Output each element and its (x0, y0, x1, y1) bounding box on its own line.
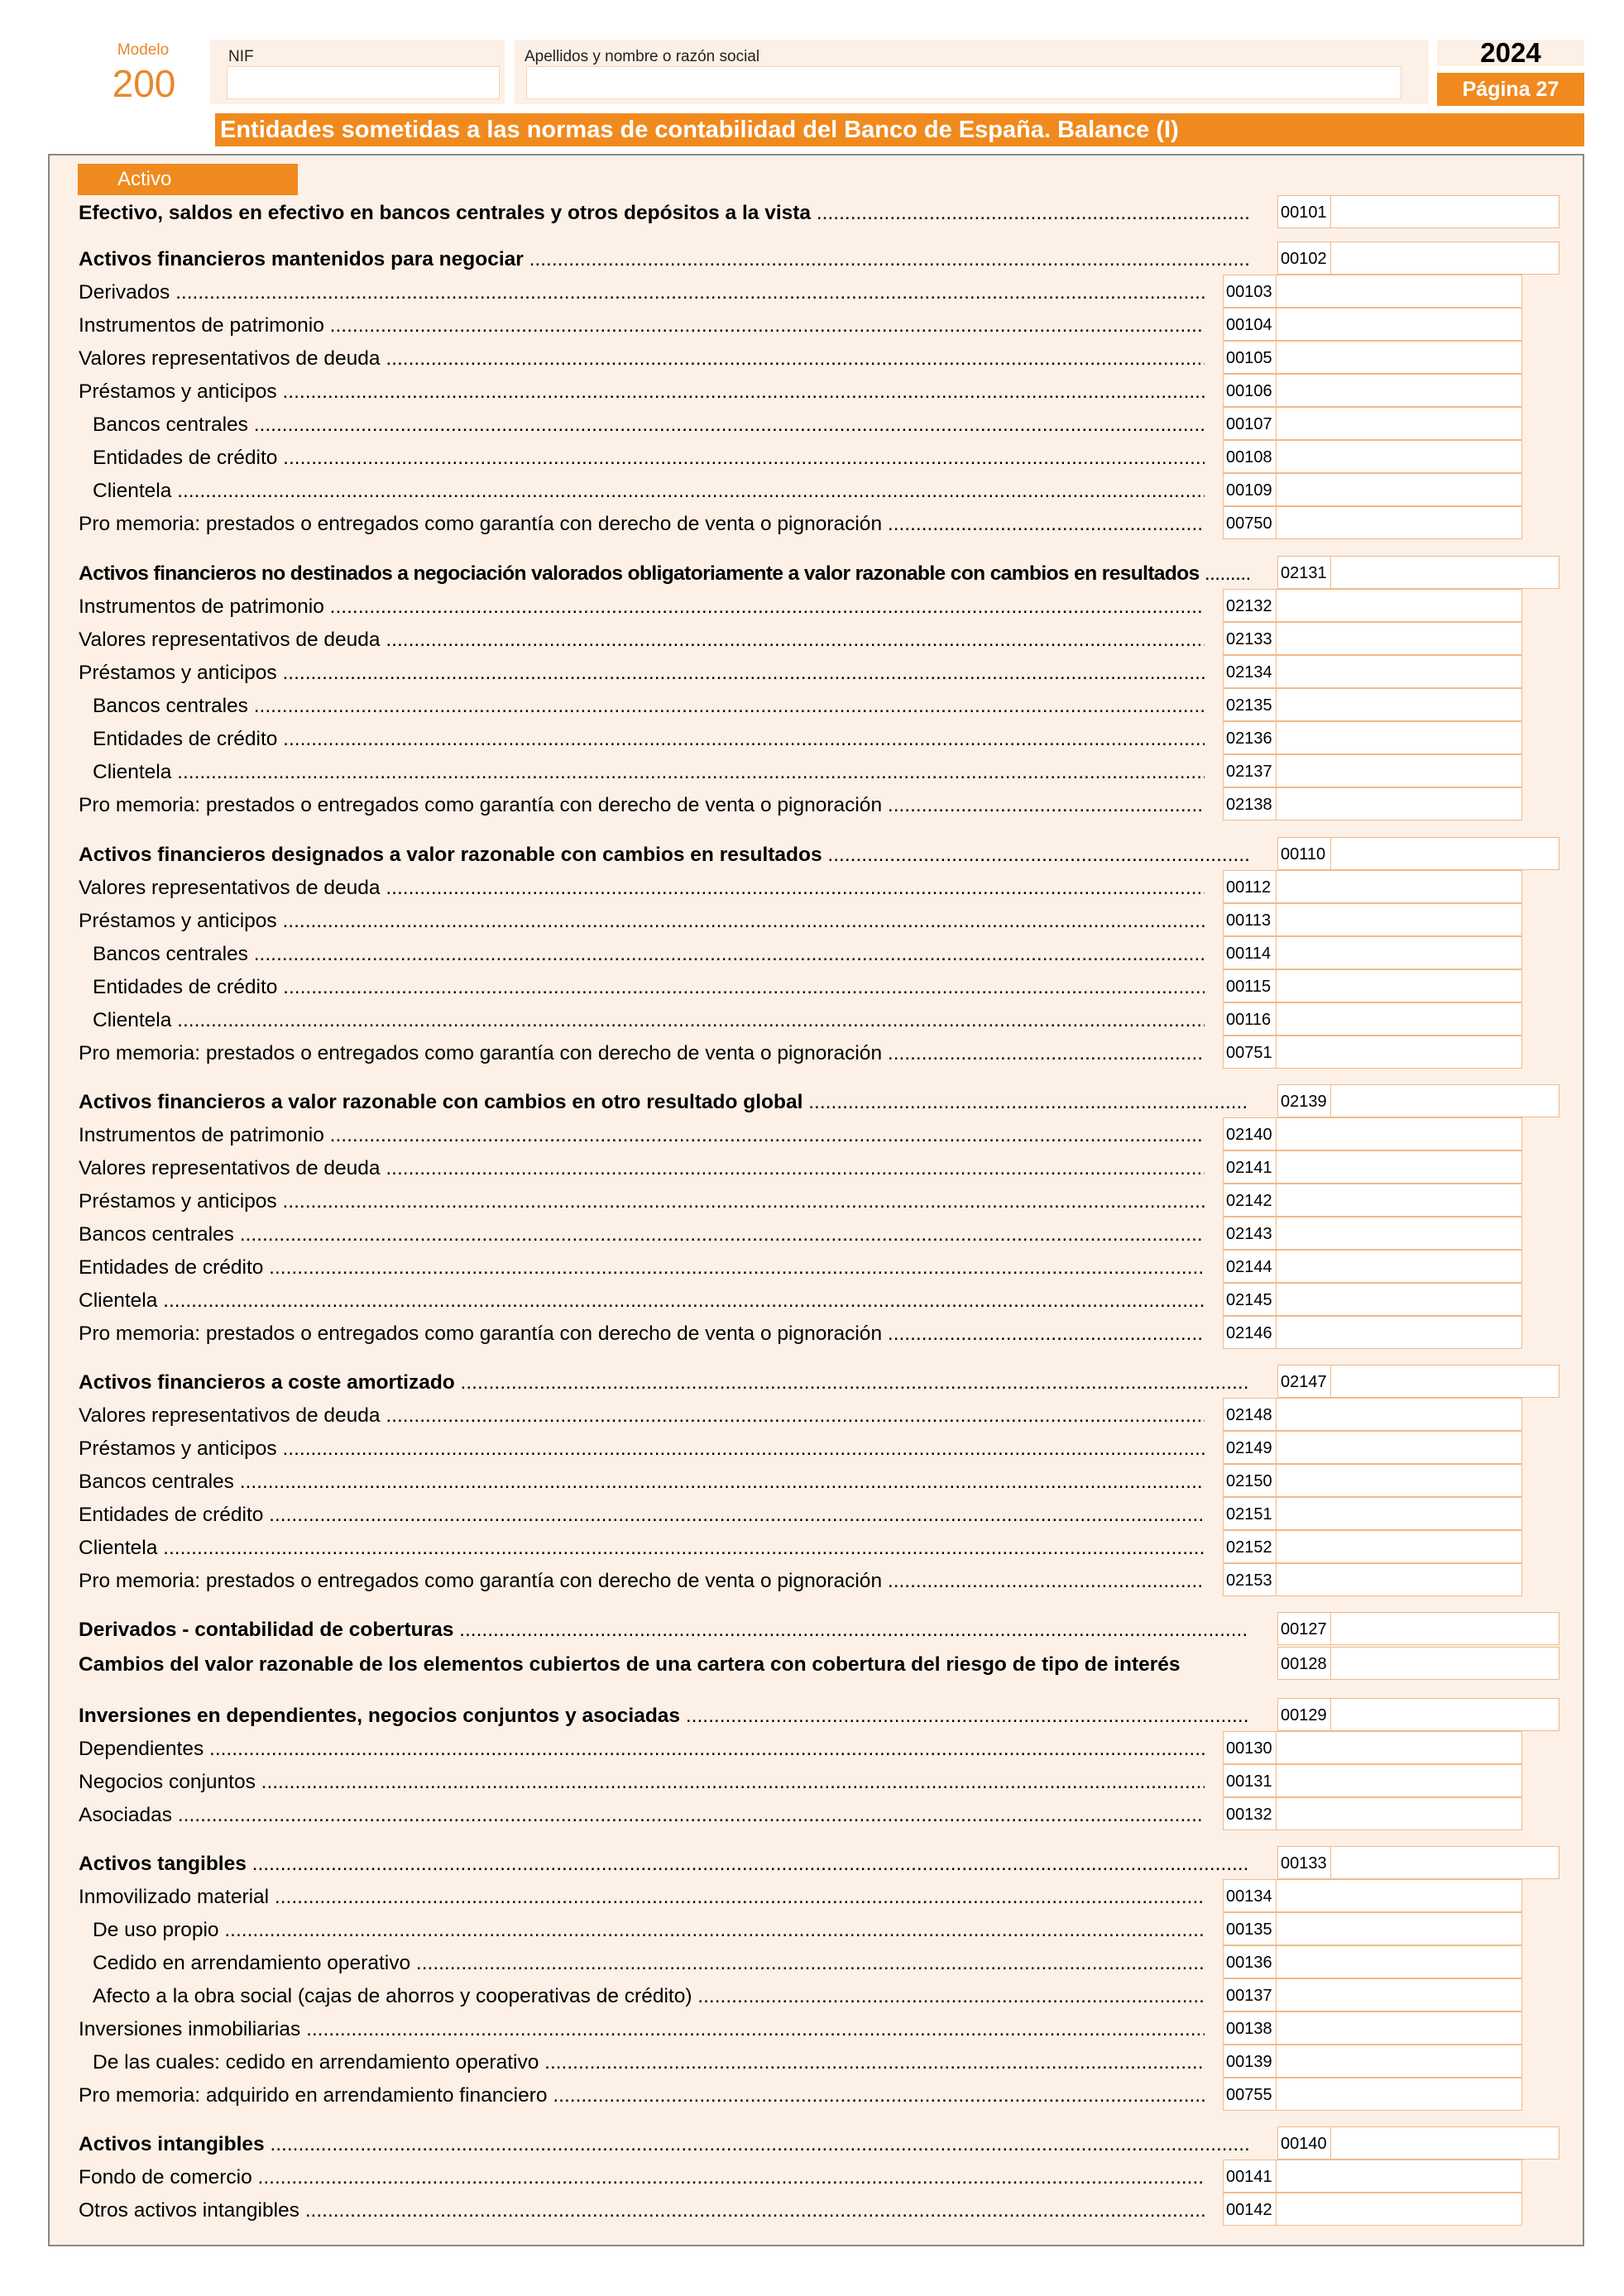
form-row (79, 506, 1205, 539)
amount-field[interactable] (1277, 837, 1559, 870)
box-code: 00104 (1224, 309, 1277, 340)
amount-field[interactable] (1223, 407, 1522, 440)
row-label: De uso propio ..... (79, 1918, 1205, 1945)
row-label: Derivados ..... (79, 280, 1205, 308)
form-row (79, 1612, 1249, 1645)
amount-field[interactable] (1223, 1945, 1522, 1978)
amount-field[interactable] (1223, 655, 1522, 688)
amount-field[interactable] (1277, 1647, 1559, 1680)
row-label: Clientela ..... (79, 479, 1205, 506)
box-code: 00130 (1224, 1732, 1277, 1763)
row-label: Activos intangibles ..... (79, 2132, 1249, 2160)
amount-field[interactable] (1223, 903, 1522, 936)
form-row (79, 1764, 1205, 1797)
row-label: Clientela ..... (79, 1536, 1205, 1563)
amount-field[interactable] (1223, 2193, 1522, 2226)
form-row (79, 1731, 1205, 1764)
box-code: 00138 (1224, 2012, 1277, 2044)
form-row (79, 1365, 1249, 1398)
nif-input[interactable] (227, 66, 500, 99)
box-code: 02133 (1224, 623, 1277, 654)
form-row (79, 1978, 1205, 2011)
box-code: 00128 (1278, 1648, 1331, 1679)
row-label: Asociadas ..... (79, 1803, 1205, 1830)
box-code: 02136 (1224, 722, 1277, 753)
form-row (79, 2011, 1205, 2045)
form-row (79, 589, 1205, 622)
form-row (79, 2078, 1205, 2111)
page-title: Entidades sometidas a las normas de contabilidad del Banco de España. Balance (I) (215, 113, 1584, 146)
form-row (79, 1464, 1205, 1497)
amount-field[interactable] (1223, 440, 1522, 473)
row-label: Negocios conjuntos ..... (79, 1770, 1205, 1797)
form-row (79, 1647, 1274, 1680)
amount-field[interactable] (1223, 1398, 1522, 1431)
amount-field[interactable] (1223, 787, 1522, 820)
box-code: 00139 (1224, 2045, 1277, 2077)
form-row (79, 1084, 1249, 1117)
form-row (79, 903, 1205, 936)
box-code: 02143 (1224, 1217, 1277, 1249)
box-code: 00106 (1224, 375, 1277, 406)
box-code: 00107 (1224, 408, 1277, 439)
row-label: Activos tangibles ..... (79, 1852, 1249, 1879)
form-row (79, 1563, 1205, 1596)
box-code: 00135 (1224, 1913, 1277, 1944)
amount-field[interactable] (1223, 936, 1522, 969)
form-row (79, 1283, 1205, 1316)
box-code: 00101 (1278, 196, 1331, 227)
box-code: 00755 (1224, 2078, 1277, 2110)
row-label: Entidades de crédito ..... (79, 1503, 1205, 1530)
form-row (79, 969, 1205, 1002)
row-label: Otros activos intangibles ..... (79, 2198, 1205, 2226)
row-label: Valores representativos de deuda ..... (79, 347, 1205, 374)
form-row (79, 1398, 1205, 1431)
row-label: Entidades de crédito ..... (79, 1256, 1205, 1283)
amount-field[interactable] (1223, 2160, 1522, 2193)
row-label: Entidades de crédito ..... (79, 727, 1205, 754)
form-row (79, 622, 1205, 655)
amount-field[interactable] (1223, 622, 1522, 655)
amount-field[interactable] (1277, 1846, 1559, 1879)
amount-field[interactable] (1277, 1365, 1559, 1398)
row-label: Instrumentos de patrimonio ..... (79, 1123, 1205, 1150)
box-code: 02148 (1224, 1399, 1277, 1430)
amount-field[interactable] (1223, 870, 1522, 903)
amount-field[interactable] (1223, 1117, 1522, 1150)
form-row (79, 1698, 1249, 1731)
row-label: Préstamos y anticipos ..... (79, 661, 1205, 688)
amount-field[interactable] (1223, 1283, 1522, 1316)
form-row (79, 374, 1205, 407)
nif-label: NIF (228, 48, 254, 65)
row-label: Clientela ..... (79, 1008, 1205, 1036)
box-code: 00102 (1278, 242, 1331, 274)
box-code: 00134 (1224, 1880, 1277, 1911)
box-code: 02149 (1224, 1432, 1277, 1463)
box-code: 00142 (1224, 2193, 1277, 2225)
row-label: Pro memoria: prestados o entregados como garantía con derecho de venta o pignoración ..... (79, 1041, 1205, 1069)
form-row (79, 1217, 1205, 1250)
form-row (79, 473, 1205, 506)
form-row (79, 341, 1205, 374)
form-row (79, 721, 1205, 754)
row-label: Bancos centrales ..... (79, 694, 1205, 721)
row-label: Activos financieros a coste amortizado ..... (79, 1370, 1249, 1398)
amount-field[interactable] (1223, 1150, 1522, 1184)
amount-field[interactable] (1223, 275, 1522, 308)
form-row (79, 1945, 1205, 1978)
box-code: 00103 (1224, 275, 1277, 307)
amount-field[interactable] (1223, 1217, 1522, 1250)
row-label: De las cuales: cedido en arrendamiento operativo ..... (79, 2050, 1205, 2078)
amount-field[interactable] (1223, 2045, 1522, 2078)
box-code: 02146 (1224, 1317, 1277, 1348)
form-row (79, 1912, 1205, 1945)
amount-field[interactable] (1223, 721, 1522, 754)
amount-field[interactable] (1277, 242, 1559, 275)
form-row (79, 1250, 1205, 1283)
amount-field[interactable] (1223, 754, 1522, 787)
box-code: 02141 (1224, 1151, 1277, 1183)
box-code: 02145 (1224, 1284, 1277, 1315)
box-code: 02153 (1224, 1564, 1277, 1595)
row-label: Valores representativos de deuda ..... (79, 1156, 1205, 1184)
row-label: Préstamos y anticipos ..... (79, 909, 1205, 936)
row-label: Bancos centrales ..... (79, 942, 1205, 969)
form-row (79, 440, 1205, 473)
form-row (79, 2160, 1205, 2193)
amount-field[interactable] (1277, 556, 1559, 589)
form-row (79, 754, 1205, 787)
box-code: 00108 (1224, 441, 1277, 472)
amount-field[interactable] (1223, 1978, 1522, 2011)
box-code: 02131 (1278, 557, 1331, 588)
row-label: Préstamos y anticipos ..... (79, 380, 1205, 407)
amount-field[interactable] (1223, 2078, 1522, 2111)
form-row (79, 2045, 1205, 2078)
row-label: Cambios del valor razonable de los elementos cubiertos de una cartera con cobertura del riesgo de tipo de interés (79, 1653, 1181, 1676)
box-code: 02137 (1224, 755, 1277, 787)
row-label: Cedido en arrendamiento operativo ..... (79, 1951, 1205, 1978)
row-label: Activos financieros mantenidos para negociar ..... (79, 247, 1249, 275)
row-label: Valores representativos de deuda ..... (79, 1404, 1205, 1431)
row-label: Derivados - contabilidad de coberturas ..... (79, 1618, 1249, 1645)
box-code: 00131 (1224, 1765, 1277, 1796)
box-code: 02132 (1224, 590, 1277, 621)
form-row (79, 1497, 1205, 1530)
row-label: Pro memoria: prestados o entregados como garantía con derecho de venta o pignoración ..... (79, 1322, 1205, 1349)
row-label: Instrumentos de patrimonio ..... (79, 313, 1205, 341)
form-row (79, 1879, 1205, 1912)
form-row (79, 936, 1205, 969)
form-row (79, 1150, 1205, 1184)
form-row (79, 1530, 1205, 1563)
amount-field[interactable] (1223, 969, 1522, 1002)
row-label: Activos financieros a valor razonable con cambios en otro resultado global ..... (79, 1090, 1249, 1117)
box-code: 00110 (1278, 838, 1331, 869)
row-label: Bancos centrales ..... (79, 413, 1205, 440)
form-row (79, 787, 1205, 820)
box-code: 00116 (1224, 1003, 1277, 1035)
row-label: Préstamos y anticipos ..... (79, 1189, 1205, 1217)
row-label: Clientela ..... (79, 760, 1205, 787)
box-code: 00132 (1224, 1798, 1277, 1830)
box-code: 02134 (1224, 656, 1277, 687)
amount-field[interactable] (1223, 1912, 1522, 1945)
amount-field[interactable] (1277, 195, 1559, 228)
box-code: 02150 (1224, 1465, 1277, 1496)
row-label: Pro memoria: prestados o entregados como garantía con derecho de venta o pignoración ..... (79, 793, 1205, 820)
amount-field[interactable] (1223, 1002, 1522, 1036)
row-label: Efectivo, saldos en efectivo en bancos centrales y otros depósitos a la vista ..... (79, 201, 1249, 228)
modelo-label: Modelo (117, 41, 170, 59)
box-code: 00140 (1278, 2127, 1331, 2159)
amount-field[interactable] (1223, 1250, 1522, 1283)
box-code: 02138 (1224, 788, 1277, 820)
amount-field[interactable] (1223, 1036, 1522, 1069)
box-code: 00127 (1278, 1613, 1331, 1644)
box-code: 02142 (1224, 1184, 1277, 1216)
amount-field[interactable] (1277, 1612, 1559, 1645)
amount-field[interactable] (1223, 506, 1522, 539)
form-row (79, 242, 1249, 275)
form-row (79, 1316, 1205, 1349)
amount-field[interactable] (1277, 2126, 1559, 2160)
box-code: 00750 (1224, 507, 1277, 538)
row-label: Préstamos y anticipos ..... (79, 1437, 1205, 1464)
box-code: 02135 (1224, 689, 1277, 720)
row-label: Instrumentos de patrimonio ..... (79, 595, 1205, 622)
box-code: 00115 (1224, 970, 1277, 1002)
box-code: 00141 (1224, 2160, 1277, 2192)
form-row (79, 655, 1205, 688)
row-label: Inmovilizado material ..... (79, 1885, 1205, 1912)
amount-field[interactable] (1223, 1316, 1522, 1349)
amount-field[interactable] (1223, 1530, 1522, 1563)
form-row (79, 556, 1249, 589)
form-row (79, 195, 1249, 228)
box-code: 00109 (1224, 474, 1277, 505)
name-label: Apellidos y nombre o razón social (525, 48, 760, 65)
amount-field[interactable] (1223, 589, 1522, 622)
row-label: Valores representativos de deuda ..... (79, 876, 1205, 903)
amount-field[interactable] (1223, 374, 1522, 407)
form-row (79, 308, 1205, 341)
amount-field[interactable] (1223, 1797, 1522, 1830)
row-label: Bancos centrales ..... (79, 1470, 1205, 1497)
box-code: 00133 (1278, 1847, 1331, 1878)
modelo-number: 200 (112, 62, 176, 105)
amount-field[interactable] (1223, 1431, 1522, 1464)
form-row (79, 1431, 1205, 1464)
form-row (79, 837, 1249, 870)
box-code: 00105 (1224, 342, 1277, 373)
box-code: 02139 (1278, 1085, 1331, 1117)
form-row (79, 1002, 1205, 1036)
box-code: 00136 (1224, 1946, 1277, 1978)
row-label: Dependientes ..... (79, 1737, 1205, 1764)
box-code: 02140 (1224, 1118, 1277, 1150)
form-row (79, 1036, 1205, 1069)
box-code: 00137 (1224, 1979, 1277, 2011)
form-row (79, 2193, 1205, 2226)
form-row (79, 275, 1205, 308)
box-code: 00112 (1224, 871, 1277, 902)
box-code: 02151 (1224, 1498, 1277, 1529)
amount-field[interactable] (1223, 473, 1522, 506)
amount-field[interactable] (1223, 2011, 1522, 2045)
amount-field[interactable] (1223, 1497, 1522, 1530)
row-label: Inversiones en dependientes, negocios conjuntos y asociadas ..... (79, 1704, 1249, 1731)
amount-field[interactable] (1223, 341, 1522, 374)
amount-field[interactable] (1223, 1563, 1522, 1596)
box-code: 00129 (1278, 1699, 1331, 1730)
row-label: Valores representativos de deuda ..... (79, 628, 1205, 655)
form-row (79, 1797, 1205, 1830)
amount-field[interactable] (1223, 308, 1522, 341)
form-row (79, 1117, 1205, 1150)
amount-field[interactable] (1223, 1879, 1522, 1912)
box-code: 00751 (1224, 1036, 1277, 1068)
page-number: Página 27 (1437, 73, 1584, 106)
box-code: 02144 (1224, 1251, 1277, 1282)
amount-field[interactable] (1223, 1731, 1522, 1764)
section-activo-tab: Activo (78, 164, 298, 195)
form-row (79, 1184, 1205, 1217)
row-label: Pro memoria: adquirido en arrendamiento financiero ..... (79, 2083, 1205, 2111)
row-label: Afecto a la obra social (cajas de ahorros y cooperativas de crédito) ..... (79, 1984, 1205, 2011)
form-row (79, 870, 1205, 903)
year: 2024 (1437, 40, 1584, 66)
amount-field[interactable] (1277, 1698, 1559, 1731)
amount-field[interactable] (1223, 1764, 1522, 1797)
row-label: Entidades de crédito ..... (79, 446, 1205, 473)
row-label: Bancos centrales ..... (79, 1222, 1205, 1250)
form-row (79, 2126, 1249, 2160)
row-label: Clientela ..... (79, 1289, 1205, 1316)
form-row (79, 688, 1205, 721)
row-label: Entidades de crédito ..... (79, 975, 1205, 1002)
form-row (79, 1846, 1249, 1879)
row-label: Fondo de comercio ..... (79, 2165, 1205, 2193)
row-label: Activos financieros no destinados a negociación valorados obligatoriamente a valor razonable con cambios en resultados ..... (79, 562, 1249, 589)
row-label: Pro memoria: prestados o entregados como garantía con derecho de venta o pignoración ..... (79, 1569, 1205, 1596)
amount-field[interactable] (1277, 1084, 1559, 1117)
row-label: Pro memoria: prestados o entregados como garantía con derecho de venta o pignoración ..... (79, 512, 1205, 539)
box-code: 02147 (1278, 1366, 1331, 1397)
amount-field[interactable] (1223, 1184, 1522, 1217)
box-code: 02152 (1224, 1531, 1277, 1562)
box-code: 00113 (1224, 904, 1277, 935)
row-label: Inversiones inmobiliarias ..... (79, 2017, 1205, 2045)
row-label: Activos financieros designados a valor razonable con cambios en resultados ..... (79, 843, 1249, 870)
box-code: 00114 (1224, 937, 1277, 969)
amount-field[interactable] (1223, 1464, 1522, 1497)
name-input[interactable] (526, 66, 1401, 99)
amount-field[interactable] (1223, 688, 1522, 721)
form-row (79, 407, 1205, 440)
